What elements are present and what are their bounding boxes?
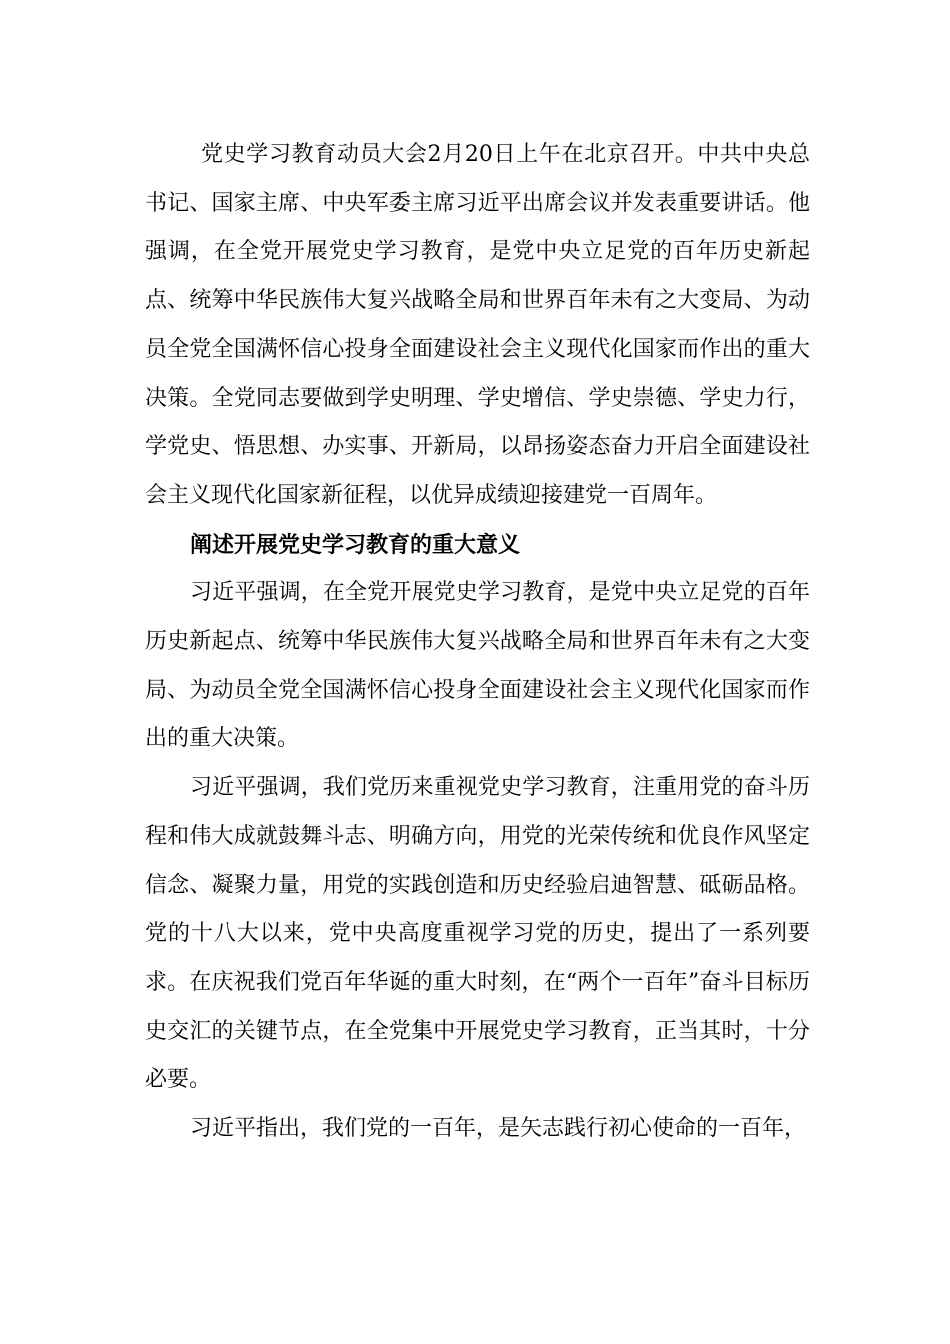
section-heading: 阐述开展党史学习教育的重大意义 (190, 531, 521, 558)
paragraph-significance: 习近平强调，在全党开展党史学习教育，是党中央立足党的百年历史新起点、统筹中华民族伟大复兴战略全局和世界百年未有之大变局、为动员全党全国满怀信心投身全面建设社会主义现代化国家而作出的重大决策。 (145, 580, 810, 752)
document-body (145, 131, 810, 1154)
paragraph-tradition: 习近平强调，我们党历来重视党史学习教育，注重用党的奋斗历程和伟大成就鼓舞斗志、明确方向，用党的光荣传统和优良作风坚定信念、凝聚力量，用党的实践创造和历史经验启迪智慧、砥砺品格。党的十八大以来，党中央高度重视学习党的历史，提出了一系列要求。在庆祝我们党百年华诞的重大时刻，在“两个一百年”奋斗目标历史交汇的关键节点，在全党集中开展党史学习教育，正当其时，十分必要。 (145, 775, 810, 1093)
paragraph-intro: 党史学习教育动员大会2月20日上午在北京召开。中共中央总书记、国家主席、中央军委主席习近平出席会议并发表重要讲话。他强调，在全党开展党史学习教育，是党中央立足党的百年历史新起点、统筹中华民族伟大复兴战略全局和世界百年未有之大变局、为动员全党全国满怀信心投身全面建设社会主义现代化国家而作出的重大决策。全党同志要做到学史明理、学史增信、学史崇德、学史力行，学党史、悟思想、办实事、开新局，以昂扬姿态奋力开启全面建设社会主义现代化国家新征程，以优异成绩迎接建党一百周年。 (145, 142, 810, 508)
paragraph-century: 习近平指出，我们党的一百年，是矢志践行初心使命的一百年， (190, 1116, 807, 1142)
